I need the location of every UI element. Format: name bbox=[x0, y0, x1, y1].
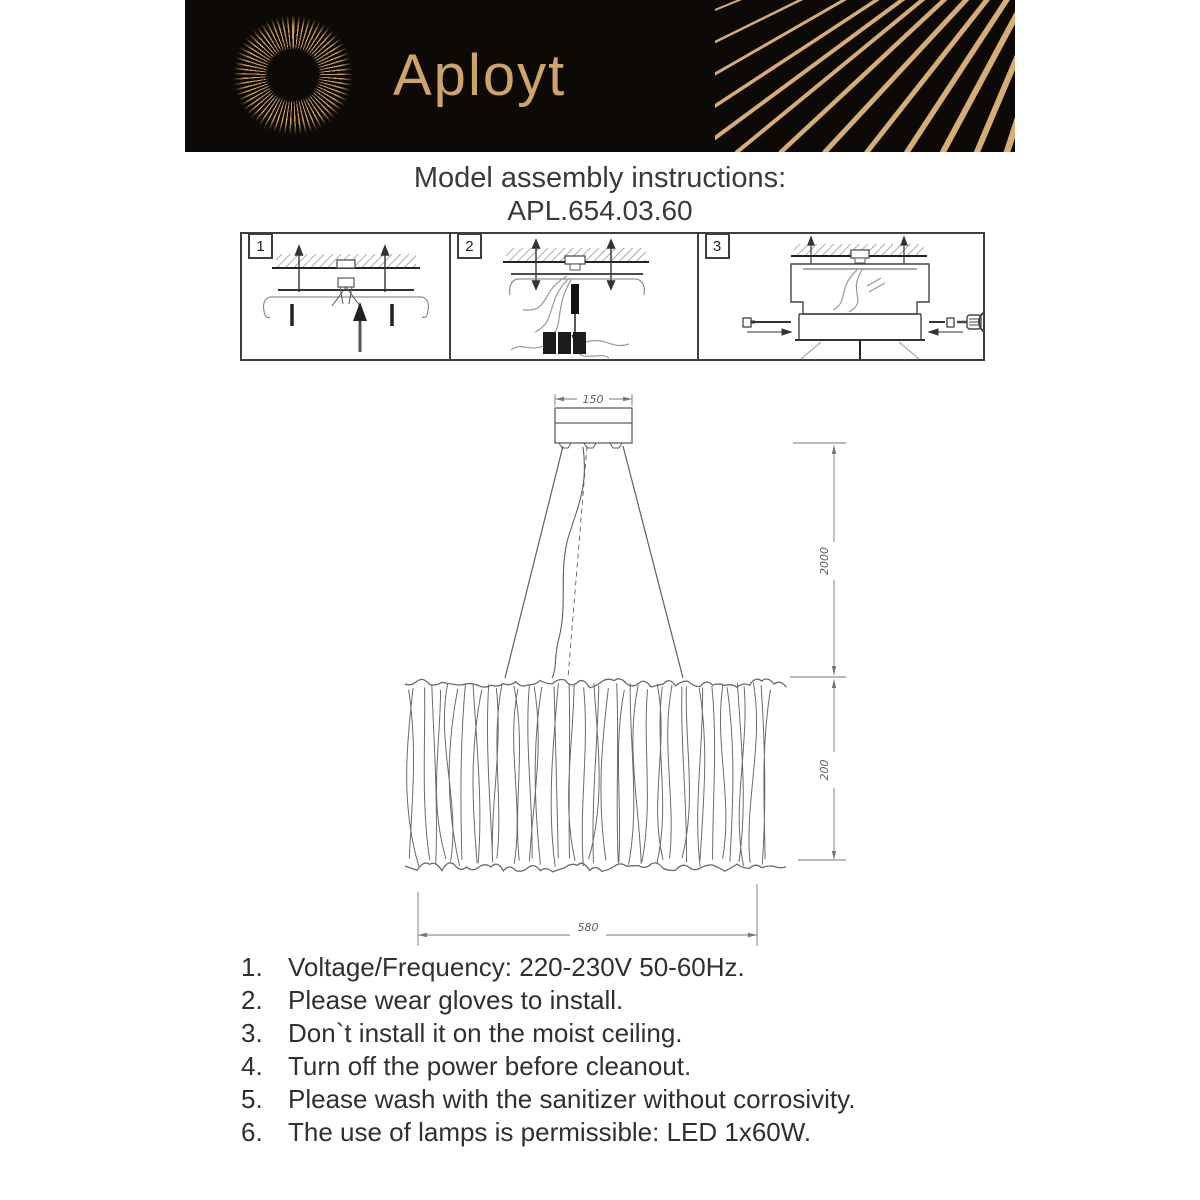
list-item bbox=[241, 1018, 981, 1051]
dim-150-label: 150 bbox=[582, 393, 604, 406]
list-item bbox=[241, 1117, 981, 1150]
instruction-list bbox=[241, 952, 981, 1150]
item-text: Turn off the power before cleanout. bbox=[288, 1051, 692, 1081]
brand-banner bbox=[185, 0, 1015, 152]
title-block bbox=[0, 161, 1200, 227]
canopy-outline bbox=[555, 408, 632, 448]
item-number: 1. bbox=[241, 952, 263, 982]
assembly-step-2 bbox=[449, 234, 697, 359]
list-item bbox=[241, 985, 981, 1018]
suspension-cables bbox=[505, 446, 683, 678]
dim-shade-height bbox=[798, 679, 846, 860]
step-3-diagram-icon bbox=[699, 234, 985, 359]
shade-top-edge bbox=[405, 679, 786, 688]
dim-cable-drop bbox=[790, 443, 846, 677]
item-text: Please wash with the sanitizer without corrosivity. bbox=[288, 1084, 856, 1114]
assembly-step-1 bbox=[242, 234, 449, 359]
item-number: 2. bbox=[241, 985, 263, 1015]
item-text: Please wear gloves to install. bbox=[288, 985, 624, 1015]
pendant-lamp-drawing bbox=[390, 390, 860, 960]
dim-shade-width bbox=[418, 884, 757, 946]
item-text: Don`t install it on the moist ceiling. bbox=[288, 1018, 683, 1048]
list-item bbox=[241, 952, 981, 985]
step-number: 3 bbox=[705, 233, 730, 259]
shade-pleats bbox=[407, 683, 771, 867]
item-text: Voltage/Frequency: 220-230V 50-60Hz. bbox=[288, 952, 745, 982]
dim-2000-label: 2000 bbox=[818, 547, 831, 575]
page-title: Model assembly instructions: bbox=[413, 162, 787, 194]
item-number: 4. bbox=[241, 1051, 263, 1081]
item-number: 6. bbox=[241, 1117, 263, 1147]
step-number: 1 bbox=[248, 233, 273, 259]
model-number: APL.654.03.60 bbox=[507, 195, 693, 226]
list-item bbox=[241, 1051, 981, 1084]
item-number: 5. bbox=[241, 1084, 263, 1114]
step-number: 2 bbox=[457, 233, 482, 259]
dim-580-label: 580 bbox=[577, 921, 599, 934]
assembly-steps-row bbox=[240, 232, 985, 361]
brand-name: Aployt bbox=[393, 43, 567, 108]
pleated-shade bbox=[405, 679, 786, 872]
decorative-rays-icon bbox=[715, 0, 1015, 152]
list-item bbox=[241, 1084, 981, 1117]
dim-canopy-width bbox=[555, 393, 632, 406]
starburst-logo-icon bbox=[231, 13, 355, 137]
item-number: 3. bbox=[241, 1018, 263, 1048]
step-2-diagram-icon bbox=[451, 234, 698, 359]
item-text: The use of lamps is permissible: LED 1x60W. bbox=[288, 1117, 812, 1147]
shade-bottom-edge bbox=[405, 863, 786, 872]
dim-200-label: 200 bbox=[818, 759, 831, 781]
assembly-step-3 bbox=[697, 234, 983, 359]
